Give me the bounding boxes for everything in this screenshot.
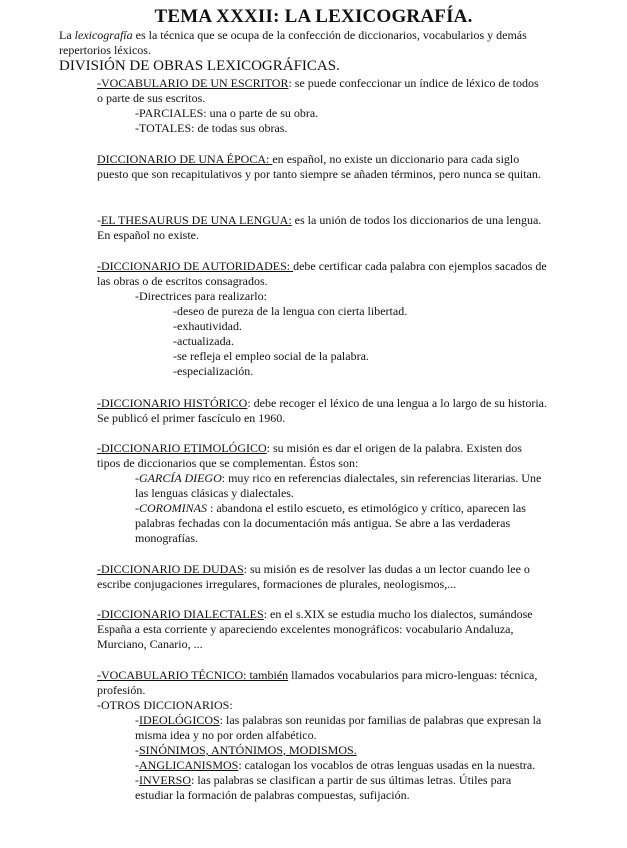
section-dash: - [97,213,101,227]
section-paragraph [97,213,547,243]
item-name: SINÓNIMOS, ANTÓNIMOS, MODISMOS. [139,743,357,757]
intro-prefix: La [59,28,75,42]
page-title: TEMA XXXII: LA LEXICOGRAFÍA. [154,6,473,27]
item-dash: - [135,758,139,772]
item-name: COROMINAS [139,501,207,515]
section-paragraph [97,668,547,698]
list-item [97,713,547,743]
section-paragraph [97,607,547,652]
section-text: debe certificar cada palabra con ejemplos sacados de las obras o de escritos consagrados. [97,259,547,288]
section-thesaurus [97,213,547,243]
item-text: : catalogan los vocablos de otras lenguas usadas en la nuestra. [238,758,536,772]
section-paragraph [97,259,547,289]
item-dash: - [135,773,139,787]
section-autoridades [97,259,547,379]
list-item [97,758,547,773]
item-text: : abandona el estilo escueto, es etimológico y crítico, aparecen las palabras fechadas con la documentación más antigua. Se abre a las verdaderas monografías. [135,501,526,545]
intro-text: es la técnica que se ocupa de la confección de diccionarios, vocabularios y demás repertorios léxicos. [59,28,527,57]
section-dialectales [97,607,547,652]
item-dash: - [135,471,139,485]
section-text: es la unión de todos los diccionarios de una lengua. En español no existe. [97,213,542,242]
section-paragraph [97,562,547,592]
list-item: -especialización. [173,364,254,378]
section-paragraph [97,396,547,426]
section-text: en español, no existe un diccionario para cada siglo puesto que son recapitulativos y por tanto siempre se añaden términos, pero nunca se quitan. [97,152,541,181]
item-name: ANGLICANISMOS [139,758,239,772]
list-item: -exhautividad. [173,319,242,333]
list-item: -PARCIALES: una o parte de su obra. [135,106,319,120]
section-heading: -DICCIONARIO HISTÓRICO [97,396,248,410]
item-text: : las palabras se clasifican a partir de sus últimas letras. Útiles para estudiar la formación de palabras compuestas, sufijación. [135,773,512,802]
section-dudas [97,562,547,592]
section-heading: -DICCIONARIO DE AUTORIDADES: [97,259,294,273]
section-heading: -VOCABULARIO TÉCNICO: también [97,668,289,682]
division-heading: DIVISIÓN DE OBRAS LEXICOGRÁFICAS. [59,58,340,74]
section-text: : su misión es de resolver las dudas a un lector cuando lee o escribe conjugaciones irregulares, formaciones de plurales, neologismos,... [97,562,530,591]
section-diccionario-epoca [97,152,547,182]
section-heading: EL THESAURUS DE UNA LENGUA: [101,213,292,227]
list-item [97,773,547,803]
section-vocabulario-escritor [97,76,547,136]
item-dash: - [135,713,139,727]
section-text: : debe recoger el léxico de una lengua a lo largo de su historia. Se publicó el primer fascículo en 1960. [97,396,547,425]
item-text: : muy rico en referencias dialectales, sin referencias literarias. Une las lenguas clásicas y dialectales. [135,471,542,500]
list-item: -deseo de pureza de la lengua con cierta libertad. [173,304,408,318]
list-item [97,471,547,501]
list-item: -TOTALES: de todas sus obras. [135,121,288,135]
section-heading: -DICCIONARIO DE DUDAS [97,562,244,576]
list-item [97,743,547,758]
section-text: : se puede confeccionar un índice de léxico de todos o parte de sus escritos. [97,76,539,105]
sub-heading: -Directrices para realizarlo: [135,289,267,303]
section-heading-otros: -OTROS DICCIONARIOS: [97,698,233,712]
item-name: IDEOLÓGICOS [139,713,220,727]
section-historico [97,396,547,426]
section-etimologico [97,441,547,546]
section-paragraph [97,76,547,106]
section-heading: -DICCIONARIO DIALECTALES [97,607,264,621]
section-text: : en el s.XIX se estudia mucho los dialectos, sumándose España a esta corriente y apareciendo excelentes monográficos: vocabulario Andaluza, Murciano, Canario, ... [97,607,533,651]
section-heading: -DICCIONARIO ETIMOLÓGICO [97,441,267,455]
item-name: INVERSO [139,773,192,787]
section-text: : su misión es dar el origen de la palabra. Existen dos tipos de diccionarios que se complementan. Éstos son: [97,441,522,470]
intro-paragraph [59,28,559,58]
section-heading: DICCIONARIO DE UNA ÉPOCA: [97,152,273,166]
item-text: : las palabras son reunidas por familias de palabras que expresan la misma idea y no por orden alfabético. [135,713,542,742]
section-text: llamados vocabularios para micro-lenguas: técnica, profesión. [97,668,538,697]
section-heading: -VOCABULARIO DE UN ESCRITOR [97,76,289,90]
item-name: GARCÍA DIEGO [139,471,222,485]
section-tecnico [97,668,547,803]
list-item: -actualizada. [173,334,234,348]
list-item [97,501,547,546]
item-dash: - [135,501,139,515]
list-item: -se refleja el empleo social de la palabra. [173,349,369,363]
section-paragraph [97,152,547,182]
section-paragraph [97,441,547,471]
item-dash: - [135,743,139,757]
intro-term: lexicografía [74,28,133,42]
